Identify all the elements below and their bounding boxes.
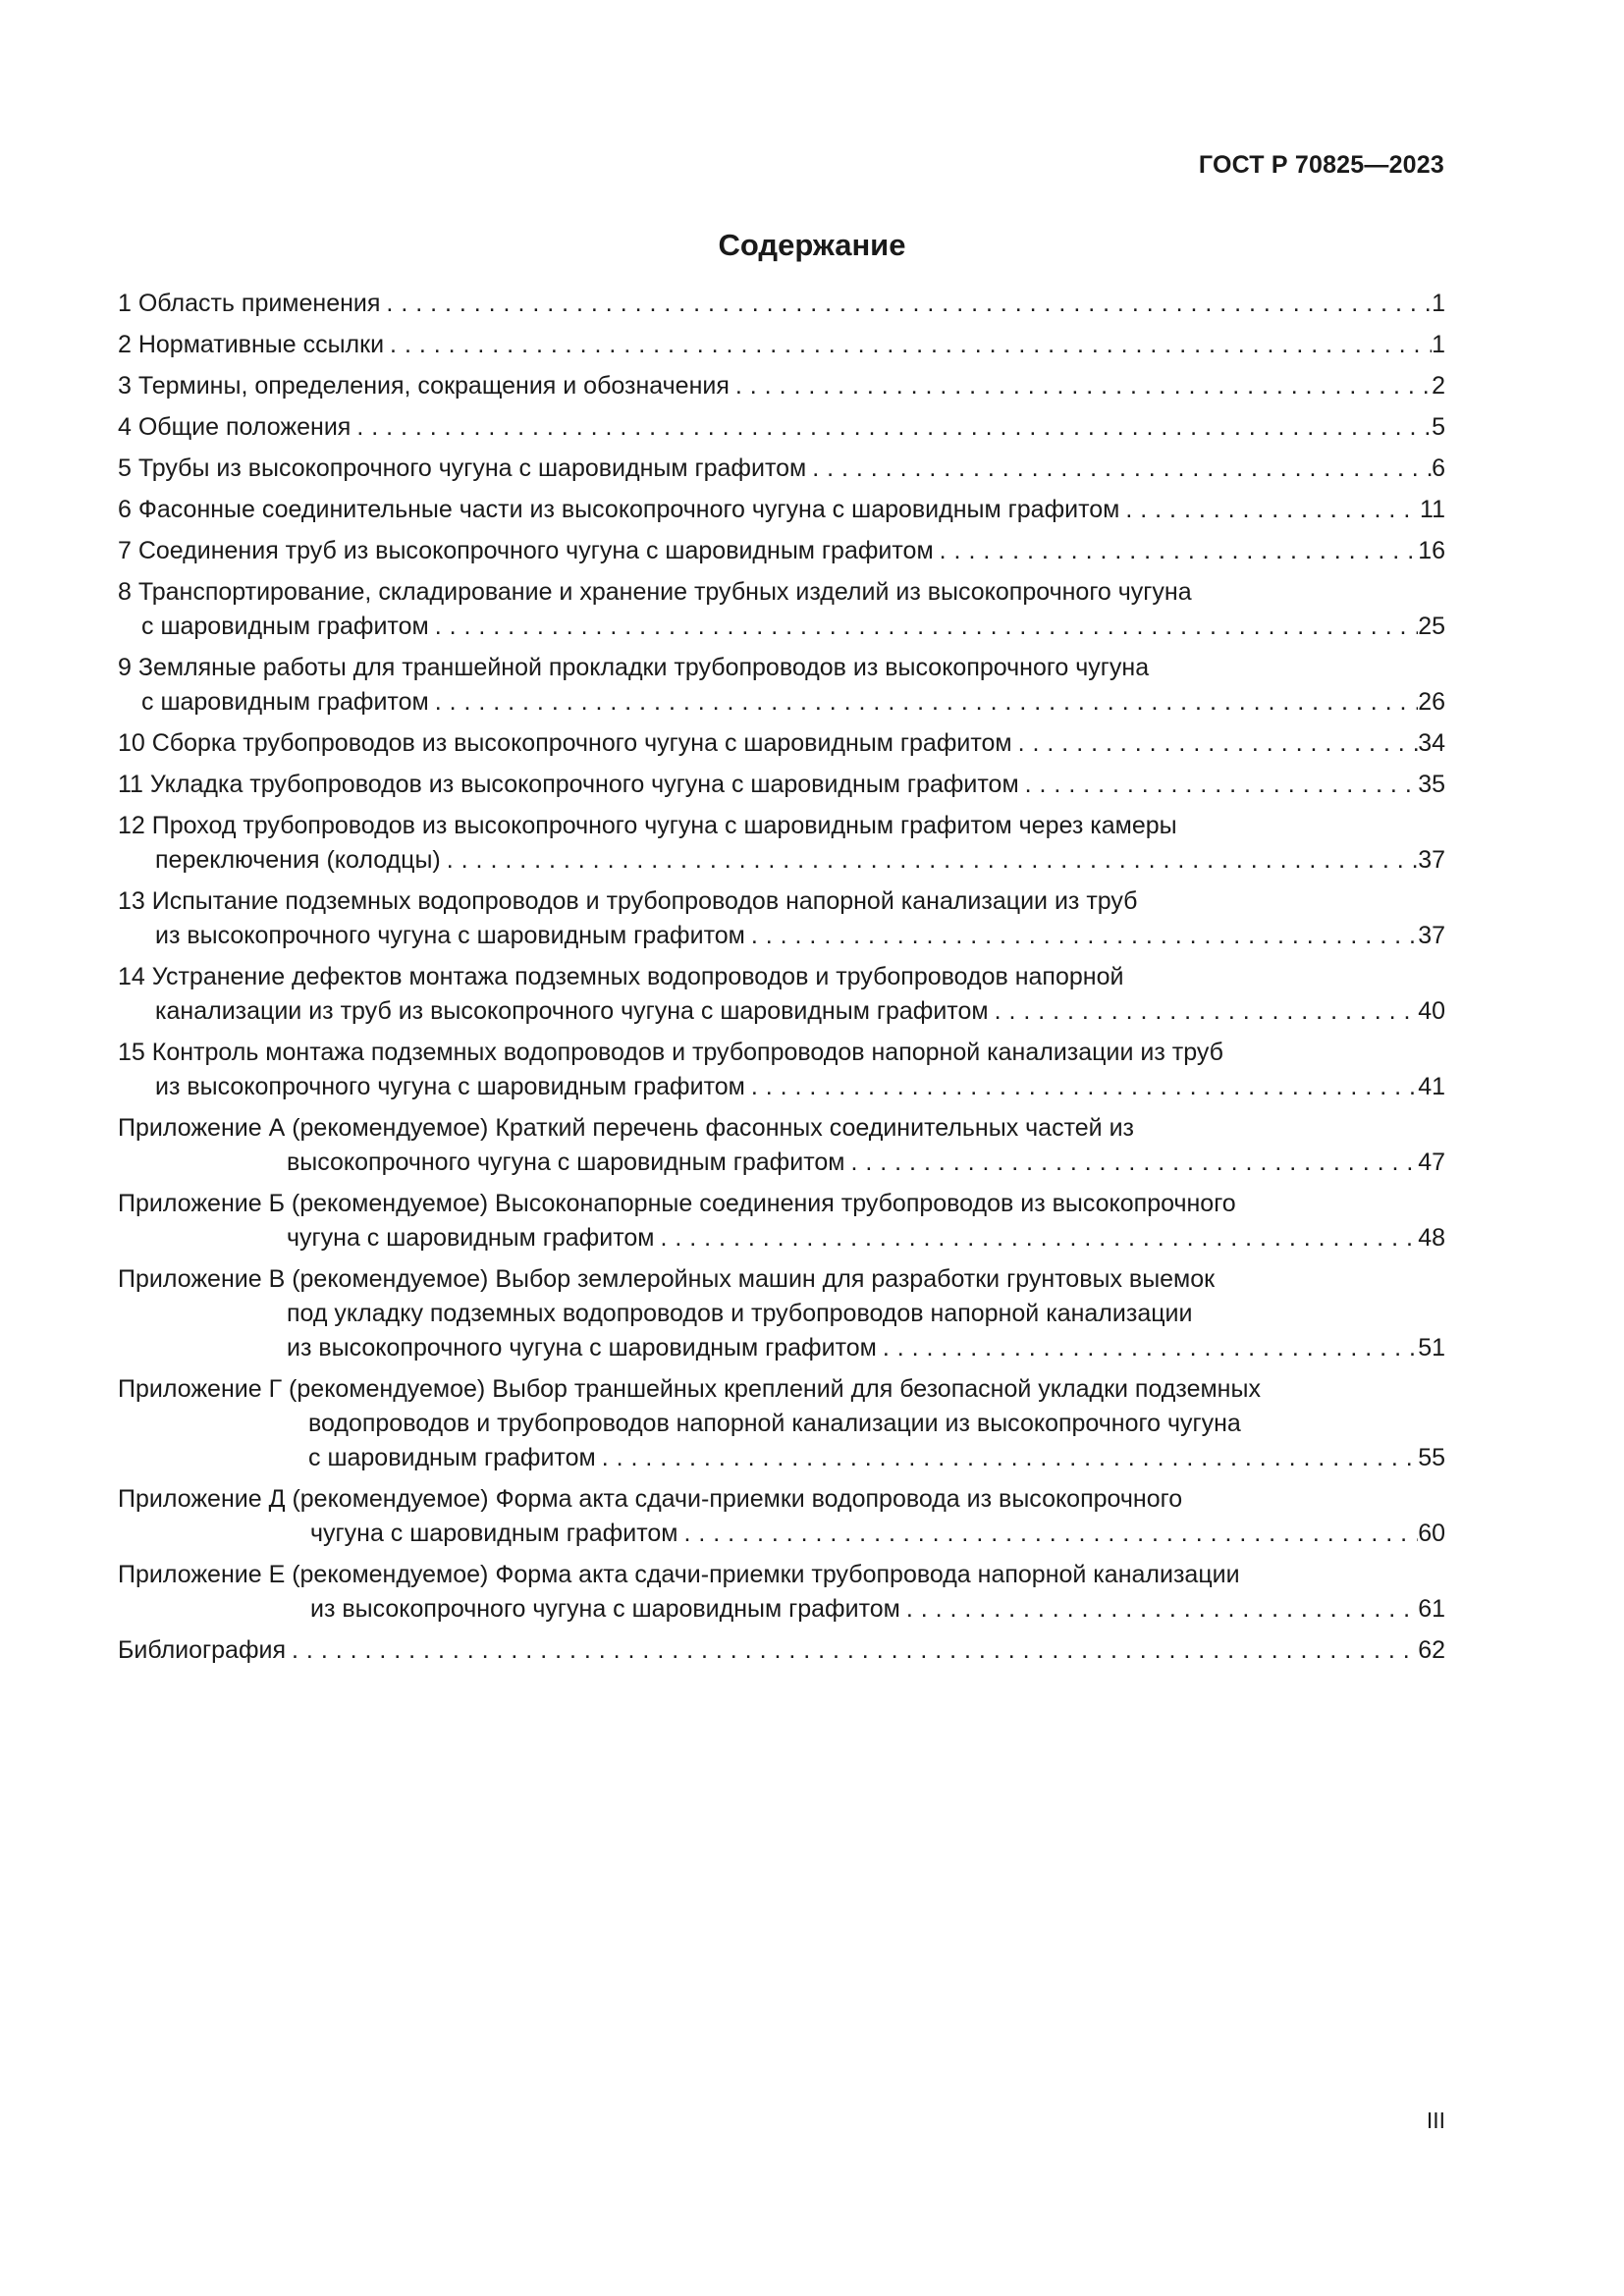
dot-leader bbox=[745, 919, 1418, 953]
toc-entry-title-continuation: из высокопрочного чугуна с шаровидным графитом bbox=[287, 1334, 877, 1362]
toc-entry-page: 37 bbox=[1418, 922, 1445, 949]
dot-leader bbox=[806, 452, 1432, 486]
toc-entry-section-7[interactable] bbox=[118, 534, 1445, 568]
toc-entry-page: 1 bbox=[1432, 290, 1445, 317]
dot-leader bbox=[596, 1441, 1419, 1475]
document-code: ГОСТ Р 70825—2023 bbox=[1198, 151, 1444, 179]
toc-entry-section-11[interactable] bbox=[118, 768, 1445, 802]
toc-entry-title-continuation: с шаровидным графитом bbox=[308, 1444, 596, 1471]
dot-leader bbox=[745, 1070, 1418, 1104]
dot-leader bbox=[1119, 493, 1420, 527]
toc-entry-title-continuation: канализации из труб из высокопрочного чугуна с шаровидным графитом bbox=[155, 997, 989, 1025]
toc-entry-title: 7 Соединения труб из высокопрочного чугуна с шаровидным графитом bbox=[118, 537, 934, 564]
toc-entry-title-continuation: из высокопрочного чугуна с шаровидным графитом bbox=[310, 1595, 900, 1623]
toc-entry-title-continuation: чугуна с шаровидным графитом bbox=[310, 1520, 678, 1547]
toc-entry-page: 62 bbox=[1418, 1636, 1445, 1664]
toc-entry-section-15[interactable] bbox=[118, 1036, 1445, 1104]
toc-entry-title: 13 Испытание подземных водопроводов и трубопроводов напорной канализации из труб bbox=[118, 887, 1138, 915]
toc-entry-appendix-e[interactable] bbox=[118, 1558, 1445, 1627]
toc-entry-appendix-g[interactable] bbox=[118, 1372, 1445, 1475]
toc-entry-page: 40 bbox=[1418, 997, 1445, 1025]
toc-entry-title: Приложение Б (рекомендуемое) Высоконапорные соединения трубопроводов из высокопрочного bbox=[118, 1190, 1236, 1217]
toc-entry-section-14[interactable] bbox=[118, 960, 1445, 1029]
table-of-contents bbox=[118, 287, 1445, 1675]
toc-entry-title: Библиография bbox=[118, 1636, 287, 1664]
toc-entry-section-3[interactable] bbox=[118, 369, 1445, 403]
toc-entry-page: 60 bbox=[1418, 1520, 1445, 1547]
toc-entry-title: 5 Трубы из высокопрочного чугуна с шаровидным графитом bbox=[118, 454, 807, 482]
toc-entry-page: 61 bbox=[1418, 1595, 1445, 1623]
toc-entry-appendix-a[interactable] bbox=[118, 1111, 1445, 1180]
toc-entry-title: 1 Область применения bbox=[118, 290, 381, 317]
toc-entry-title: 6 Фасонные соединительные части из высокопрочного чугуна с шаровидным графитом bbox=[118, 496, 1120, 523]
toc-entry-section-6[interactable] bbox=[118, 493, 1445, 527]
toc-entry-title-continuation: под укладку подземных водопроводов и трубопроводов напорной канализации bbox=[287, 1300, 1193, 1327]
toc-entry-section-2[interactable] bbox=[118, 328, 1445, 362]
toc-entry-appendix-d[interactable] bbox=[118, 1482, 1445, 1551]
toc-entry-title: Приложение Д (рекомендуемое) Форма акта сдачи-приемки водопровода из высокопрочного bbox=[118, 1485, 1183, 1513]
toc-entry-title: 2 Нормативные ссылки bbox=[118, 331, 385, 358]
toc-entry-section-9[interactable] bbox=[118, 651, 1445, 720]
toc-entry-title-continuation: с шаровидным графитом bbox=[141, 688, 429, 716]
toc-entry-page: 48 bbox=[1418, 1224, 1445, 1252]
toc-entry-section-8[interactable] bbox=[118, 575, 1445, 644]
dot-leader bbox=[989, 994, 1419, 1029]
toc-entry-title: 11 Укладка трубопроводов из высокопрочного чугуна с шаровидным графитом bbox=[118, 771, 1019, 798]
toc-entry-title: 14 Устранение дефектов монтажа подземных водопроводов и трубопроводов напорной bbox=[118, 963, 1124, 990]
dot-leader bbox=[384, 328, 1432, 362]
toc-entry-page: 2 bbox=[1432, 372, 1445, 400]
toc-entry-page: 6 bbox=[1432, 454, 1445, 482]
toc-entry-title: 10 Сборка трубопроводов из высокопрочного чугуна с шаровидным графитом bbox=[118, 729, 1012, 757]
toc-entry-appendix-b[interactable] bbox=[118, 1187, 1445, 1255]
dot-leader bbox=[677, 1517, 1418, 1551]
toc-entry-title-continuation: чугуна с шаровидным графитом bbox=[287, 1224, 655, 1252]
toc-entry-title-continuation: высокопрочного чугуна с шаровидным графитом bbox=[287, 1148, 845, 1176]
toc-entry-title: 3 Термины, определения, сокращения и обозначения bbox=[118, 372, 730, 400]
toc-entry-page: 5 bbox=[1432, 413, 1445, 441]
dot-leader bbox=[1019, 768, 1419, 802]
dot-leader bbox=[351, 410, 1432, 445]
dot-leader bbox=[877, 1331, 1418, 1365]
toc-entry-title-continuation: с шаровидным графитом bbox=[141, 613, 429, 640]
dot-leader bbox=[934, 534, 1419, 568]
dot-leader bbox=[429, 685, 1419, 720]
toc-entry-title: 8 Транспортирование, складирование и хранение трубных изделий из высокопрочного чугуна bbox=[118, 578, 1192, 606]
toc-entry-page: 41 bbox=[1418, 1073, 1445, 1100]
toc-entry-section-5[interactable] bbox=[118, 452, 1445, 486]
toc-entry-section-12[interactable] bbox=[118, 809, 1445, 878]
toc-entry-page: 55 bbox=[1418, 1444, 1445, 1471]
dot-leader bbox=[380, 287, 1432, 321]
toc-entry-title: Приложение В (рекомендуемое) Выбор землеройных машин для разработки грунтовых выемок bbox=[118, 1265, 1216, 1293]
toc-entry-bibliography[interactable] bbox=[118, 1633, 1445, 1668]
toc-entry-page: 26 bbox=[1418, 688, 1445, 716]
dot-leader bbox=[730, 369, 1432, 403]
toc-entry-page: 51 bbox=[1418, 1334, 1445, 1362]
toc-entry-appendix-v[interactable] bbox=[118, 1262, 1445, 1365]
toc-entry-page: 47 bbox=[1418, 1148, 1445, 1176]
toc-entry-title: 9 Земляные работы для траншейной прокладки трубопроводов из высокопрочного чугуна bbox=[118, 654, 1150, 681]
toc-entry-section-4[interactable] bbox=[118, 410, 1445, 445]
dot-leader bbox=[900, 1592, 1418, 1627]
dot-leader bbox=[1012, 726, 1419, 761]
toc-entry-title-continuation: водопроводов и трубопроводов напорной канализации из высокопрочного чугуна bbox=[308, 1410, 1241, 1437]
dot-leader bbox=[286, 1633, 1418, 1668]
toc-entry-title: Приложение Е (рекомендуемое) Форма акта сдачи-приемки трубопровода напорной канализации bbox=[118, 1561, 1240, 1588]
toc-entry-page: 16 bbox=[1418, 537, 1445, 564]
toc-entry-page: 1 bbox=[1432, 331, 1445, 358]
toc-entry-page: 25 bbox=[1418, 613, 1445, 640]
dot-leader bbox=[441, 843, 1418, 878]
toc-entry-title-continuation: переключения (колодцы) bbox=[155, 846, 441, 874]
toc-title: Содержание bbox=[718, 228, 906, 262]
toc-entry-title: Приложение Г (рекомендуемое) Выбор траншейных креплений для безопасной укладки подземных bbox=[118, 1375, 1261, 1403]
toc-entry-title: 12 Проход трубопроводов из высокопрочного чугуна с шаровидным графитом через камеры bbox=[118, 812, 1177, 839]
dot-leader bbox=[429, 610, 1419, 644]
toc-entry-page: 35 bbox=[1418, 771, 1445, 798]
dot-leader bbox=[844, 1146, 1418, 1180]
toc-entry-title: 15 Контроль монтажа подземных водопроводов и трубопроводов напорной канализации из труб bbox=[118, 1039, 1223, 1066]
toc-entry-page: 37 bbox=[1418, 846, 1445, 874]
dot-leader bbox=[654, 1221, 1418, 1255]
toc-entry-page: 34 bbox=[1418, 729, 1445, 757]
toc-entry-section-13[interactable] bbox=[118, 884, 1445, 953]
toc-entry-section-1[interactable] bbox=[118, 287, 1445, 321]
toc-entry-page: 11 bbox=[1420, 496, 1445, 523]
toc-entry-title: Приложение А (рекомендуемое) Краткий перечень фасонных соединительных частей из bbox=[118, 1114, 1134, 1142]
toc-entry-title-continuation: из высокопрочного чугуна с шаровидным графитом bbox=[155, 1073, 745, 1100]
toc-entry-title-continuation: из высокопрочного чугуна с шаровидным графитом bbox=[155, 922, 745, 949]
toc-entry-title: 4 Общие положения bbox=[118, 413, 352, 441]
toc-entry-section-10[interactable] bbox=[118, 726, 1445, 761]
page-number: III bbox=[1426, 2108, 1445, 2133]
